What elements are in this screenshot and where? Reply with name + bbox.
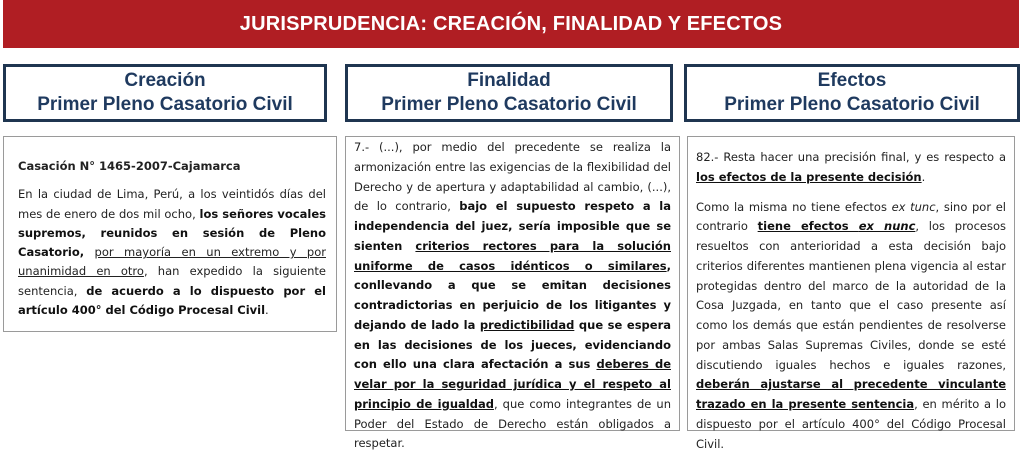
creacion-text-2	[84, 245, 94, 259]
efectos-text-2: .	[922, 170, 926, 184]
finalidad-bold-2: , conllevando a que se emitan decisiones contradictorias en perjuicio de los litigantes y dejando de lado la	[354, 259, 671, 332]
efectos-paragraph-2	[696, 198, 1006, 454]
efectos-text-1: 82.- Resta hacer una precisión final, y es respecto a	[696, 150, 1006, 164]
efectos-bold-text-1: tiene efectos	[758, 219, 859, 233]
efectos-underline-2	[758, 219, 916, 233]
creacion-text-4: .	[265, 303, 269, 317]
panel-creacion	[3, 136, 337, 332]
finalidad-bold-1: bajo el supuesto respeto a la independencia del juez, sería imposible que se sienten	[354, 199, 671, 253]
finalidad-bold-3: que se espera en las decisiones de los jueces, evidenciando con ello una clara afectación a sus	[354, 318, 671, 372]
creacion-underline-1: por mayoría en un extremo y por unanimidad en otro	[18, 245, 326, 278]
efectos-text-5: , los procesos resueltos con anterioridad a esta decisión bajo criterios diferentes mantienen plena vigencia al estar protegidas dentro del marco de la autoridad de la Cosa Juzgada, en tanto que el caso presente así como los demás que están pendientes de resolverse por ambas Salas Supremas Civiles, donde se esté discutiendo iguales hechos e iguales razones,	[696, 219, 1006, 371]
page-title: JURISPRUDENCIA: CREACIÓN, FINALIDAD Y EFECTOS	[240, 13, 782, 36]
efectos-text-6: , en mérito a lo dispuesto por el artículo 400° del Código Procesal Civil.	[696, 397, 1006, 451]
creacion-bold-1: los señores vocales supremos, reunidos en sesión de Pleno Casatorio,	[18, 207, 326, 260]
efectos-text-3: Como la misma no tiene efectos	[696, 200, 892, 214]
title-banner	[3, 0, 1019, 48]
creacion-paragraph	[18, 185, 326, 320]
efectos-paragraph-1	[696, 148, 1006, 188]
finalidad-underline-2: predictibilidad	[480, 318, 574, 332]
efectos-bold-italic-1: ex nunc	[859, 219, 916, 233]
efectos-underline-3: deberán ajustarse al precedente vinculante trazado en la presente sentencia	[696, 377, 1006, 411]
panel-efectos	[687, 136, 1015, 431]
finalidad-text-1: 7.- (...), por medio del precedente se realiza la armonización entre las exigencias de la flexibilidad del Derecho y de apertura y adaptabilidad al cambio, (...), de lo contrario,	[354, 140, 671, 213]
header-creacion-subtitle: Primer Pleno Casatorio Civil	[37, 93, 293, 117]
efectos-bold-underline-2	[758, 219, 916, 233]
efectos-bold-underline-1	[696, 170, 922, 184]
header-efectos-title: Efectos	[818, 69, 887, 93]
header-efectos-subtitle: Primer Pleno Casatorio Civil	[724, 93, 980, 117]
finalidad-underline-3: deberes de velar por la seguridad jurídica y el respeto al principio de igualdad	[354, 357, 671, 411]
creacion-bold-2: de acuerdo a lo dispuesto por el artículo 400° del Código Procesal Civil	[18, 284, 326, 317]
creacion-text-1: En la ciudad de Lima, Perú, a los veintidós días del mes de enero de dos mil ocho,	[18, 187, 326, 220]
efectos-italic-1: ex tunc	[892, 200, 936, 214]
header-finalidad-subtitle: Primer Pleno Casatorio Civil	[381, 93, 637, 117]
finalidad-text-2: , que como integrantes de un Poder del Estado de Derecho están obligados a respetar.	[354, 397, 671, 451]
header-efectos	[684, 64, 1020, 122]
efectos-text-4: , sino por el contrario	[696, 200, 1006, 234]
efectos-underline-1: los efectos de la presente decisión	[696, 170, 922, 184]
header-creacion	[3, 64, 327, 122]
finalidad-bold-underline-2	[480, 318, 574, 332]
finalidad-paragraph	[354, 138, 671, 454]
case-title: Casación N° 1465-2007-Cajamarca	[18, 157, 326, 176]
creacion-text-3: , han expedido la siguiente sentencia,	[18, 264, 326, 297]
header-finalidad-title: Finalidad	[467, 69, 550, 93]
finalidad-underline-1: criterios rectores para la solución uniforme de casos idénticos o similares	[354, 239, 671, 273]
panel-finalidad	[345, 136, 680, 431]
header-finalidad	[345, 64, 673, 122]
header-creacion-title: Creación	[124, 69, 205, 93]
